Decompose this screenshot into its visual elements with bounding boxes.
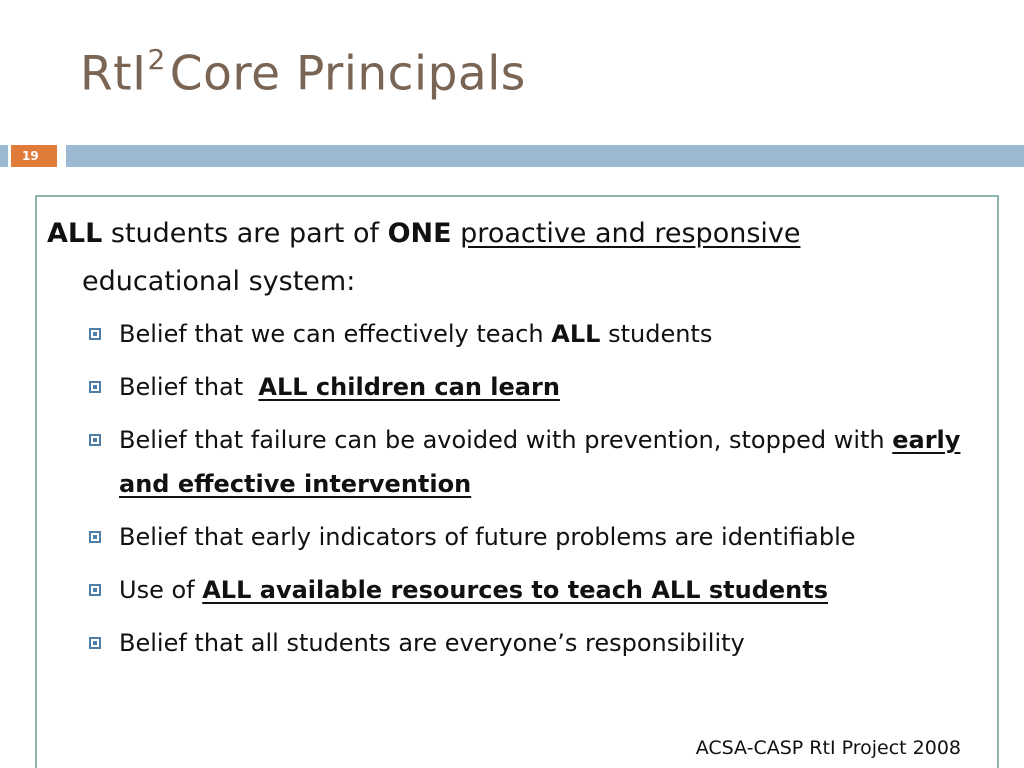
title-superscript: 2: [147, 43, 166, 76]
title-rest: Core Principals: [169, 46, 526, 102]
page-number: 19: [11, 145, 57, 167]
bullet-bold: ALL: [551, 320, 601, 348]
main-point-text1: students are part of: [102, 218, 388, 249]
rule-right-segment: [66, 145, 1024, 167]
rule-left-segment: [0, 145, 8, 167]
main-point: [47, 210, 977, 306]
bullet-text: Belief that early indicators of future problems are identifiable: [119, 523, 856, 551]
bullet-list: [89, 312, 969, 674]
bullet-item: [89, 621, 969, 665]
bullet-item: [89, 515, 969, 559]
square-bullet-icon: [89, 531, 101, 543]
main-point-line2: educational system:: [82, 266, 356, 297]
bullet-bold-underline: early and effective intervention: [119, 426, 961, 498]
square-bullet-icon: [89, 381, 101, 393]
header-rule: [0, 145, 1024, 167]
bullet-text: Belief that failure can be avoided with prevention, stopped with: [119, 426, 893, 454]
footer-credit: ACSA-CASP RtI Project 2008: [695, 737, 961, 759]
bullet-item: [89, 312, 969, 356]
main-point-all: ALL: [47, 218, 103, 249]
content-box: [35, 195, 999, 768]
square-bullet-icon: [89, 584, 101, 596]
main-point-one: ONE: [387, 218, 452, 249]
square-bullet-icon: [89, 328, 101, 340]
square-bullet-icon: [89, 434, 101, 446]
bullet-bold-underline: ALL children can learn: [258, 373, 560, 401]
bullet-bold-underline: ALL available resources to teach ALL students: [202, 576, 829, 604]
slide-title: [80, 43, 526, 102]
main-point-space: [452, 218, 461, 249]
bullet-item: [89, 568, 969, 612]
bullet-text: Belief that we can effectively teach: [119, 320, 552, 348]
square-bullet-icon: [89, 637, 101, 649]
bullet-text: Belief that all students are everyone’s responsibility: [119, 629, 745, 657]
bullet-item: [89, 418, 969, 506]
main-point-underlined: proactive and responsive: [460, 218, 801, 249]
bullet-item: [89, 365, 969, 409]
title-prefix: RtI: [80, 46, 147, 102]
main-point-line1: [47, 210, 977, 258]
bullet-text: Use of: [119, 576, 203, 604]
bullet-text: Belief that: [119, 373, 259, 401]
bullet-text-end: students: [600, 320, 713, 348]
